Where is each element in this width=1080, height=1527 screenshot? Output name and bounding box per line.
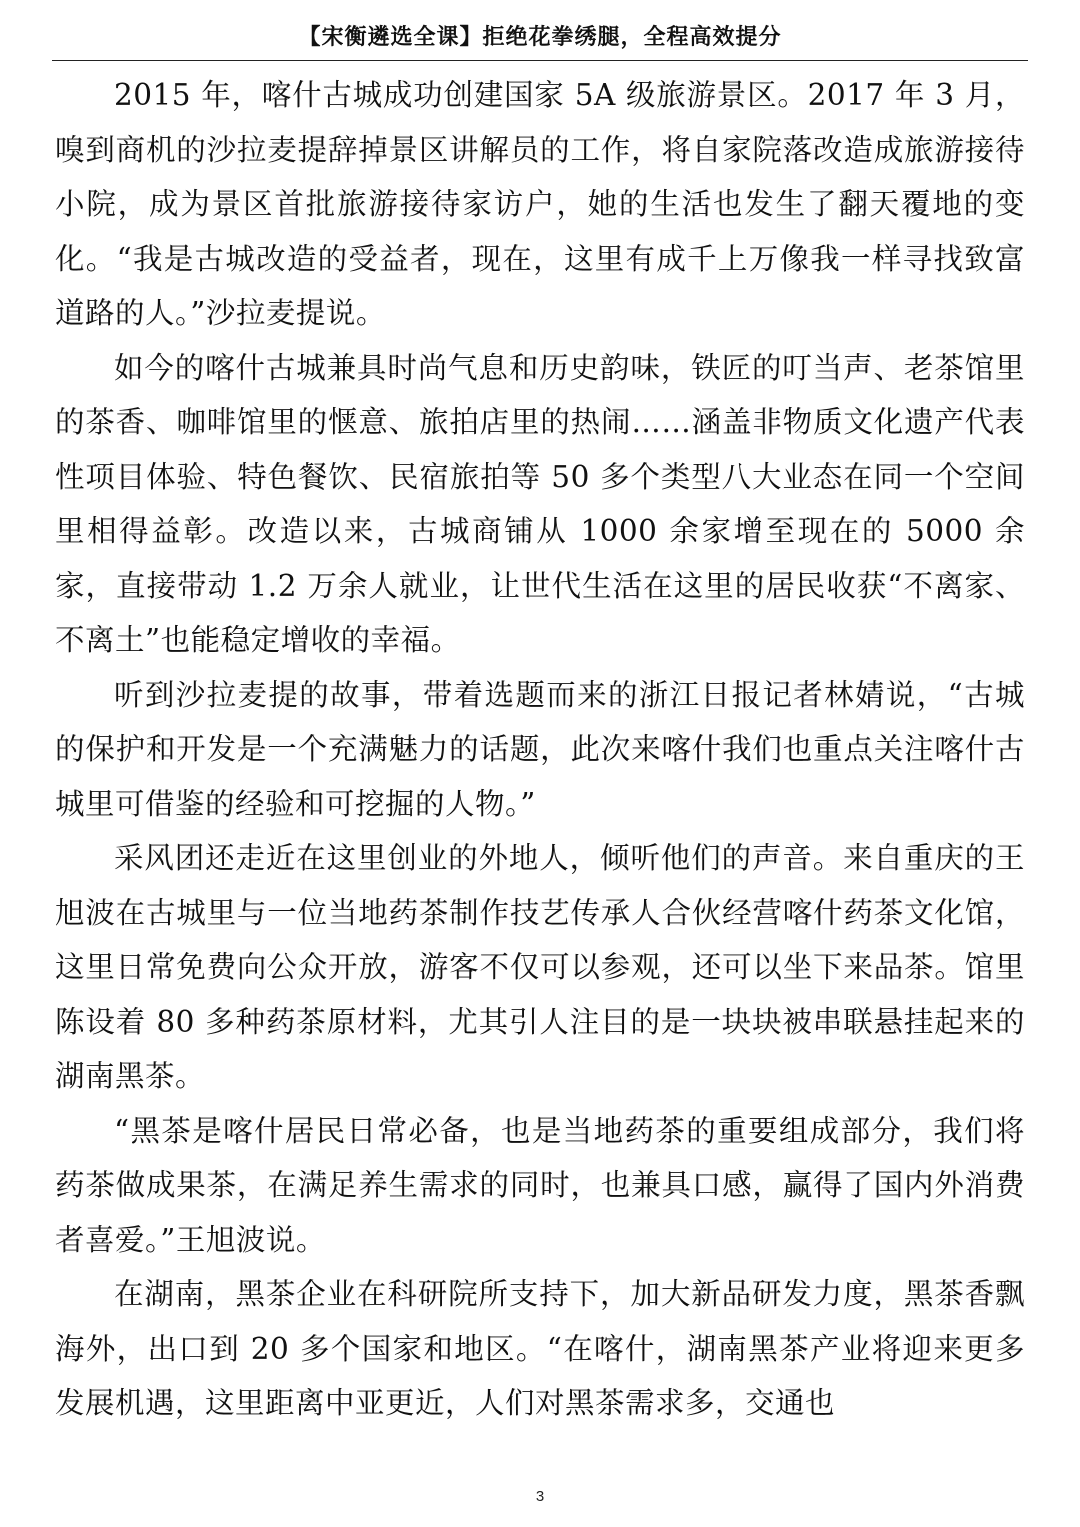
- paragraph: 采风团还走近在这里创业的外地人，倾听他们的声音。来自重庆的王旭波在古城里与一位当地药茶制作技艺传承人合伙经营喀什药茶文化馆，这里日常免费向公众开放，游客不仅可以参观，还可以坐下来品茶。馆里陈设着 80 多种药茶原材料，尤其引人注目的是一块块被串联悬挂起来的湖南黑茶。: [55, 841, 1025, 1093]
- paragraph: 2015 年，喀什古城成功创建国家 5A 级旅游景区。2017 年 3 月，嗅到商机的沙拉麦提辞掉景区讲解员的工作，将自家院落改造成旅游接待小院，成为景区首批旅游接待家访户，她的生活也发生了翻天覆地的变化。“我是古城改造的受益者，现在，这里有成千上万像我一样寻找致富道路的人。”沙拉麦提说。: [55, 78, 1025, 330]
- paragraph: 如今的喀什古城兼具时尚气息和历史韵味，铁匠的叮当声、老茶馆里的茶香、咖啡馆里的惬意、旅拍店里的热闹……涵盖非物质文化遗产代表性项目体验、特色餐饮、民宿旅拍等 50 多个类型八大业态在同一个空间里相得益彰。改造以来，古城商铺从 1000 余家增至现在的 5000 余家，直接带动 1.2 万余人就业，让世代生活在这里的居民收获“不离家、不离土”也能稳定增收的幸福。: [55, 350, 1025, 657]
- paragraph: 在湖南，黑茶企业在科研院所支持下，加大新品研发力度，黑茶香飘海外，出口到 20 多个国家和地区。“在喀什，湖南黑茶产业将迎来更多发展机遇，这里距离中亚更近，人们对黑茶需求多，交通也: [55, 1277, 1025, 1420]
- header-title: 【宋衡遴选全课】拒绝花拳绣腿，全程高效提分: [298, 25, 782, 50]
- page-header: [52, 18, 1028, 61]
- page-number: 3: [535, 1488, 545, 1505]
- paragraph: 听到沙拉麦提的故事，带着选题而来的浙江日报记者林婧说，“古城的保护和开发是一个充满魅力的话题，此次来喀什我们也重点关注喀什古城里可借鉴的经验和可挖掘的人物。”: [55, 677, 1025, 821]
- document-body: [55, 68, 1025, 1431]
- paragraph: “黑茶是喀什居民日常必备，也是当地药茶的重要组成部分，我们将药茶做成果茶，在满足养生需求的同时，也兼具口感，赢得了国内外消费者喜爱。”王旭波说。: [55, 1113, 1025, 1257]
